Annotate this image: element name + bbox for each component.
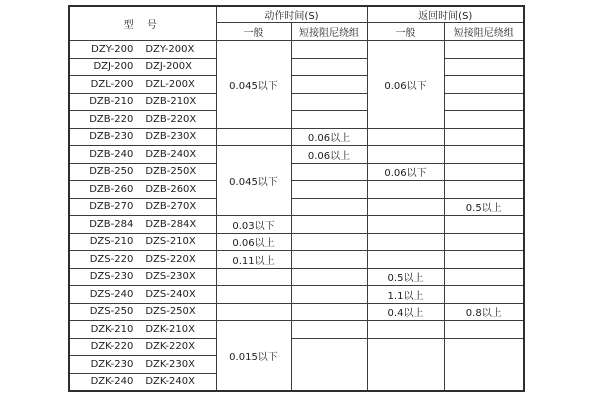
action-general-cell <box>216 128 291 146</box>
return-damping-cell <box>444 286 524 304</box>
return-general-cell: 0.06以下 <box>367 41 444 129</box>
action-general-cell: 0.045以下 <box>216 41 291 129</box>
model-label-x: DZS-220X <box>145 253 196 265</box>
model-cell <box>69 338 216 356</box>
model-cell <box>69 303 216 321</box>
action-damping-cell <box>291 58 367 76</box>
action-damping-cell <box>291 198 367 216</box>
action-damping-cell <box>291 111 367 129</box>
return-general-cell <box>367 181 444 199</box>
model-label: DZB-230 <box>89 131 134 143</box>
return-general-cell <box>367 198 444 216</box>
table-row <box>69 303 524 321</box>
action-damping-cell <box>291 268 367 286</box>
return-damping-cell <box>444 321 524 339</box>
return-damping-cell <box>444 268 524 286</box>
action-damping-cell <box>291 251 367 269</box>
model-cell <box>69 58 216 76</box>
return-general-cell <box>367 321 444 339</box>
action-damping-cell <box>291 163 367 181</box>
return-damping-cell <box>444 128 524 146</box>
table-row <box>69 321 524 339</box>
model-label-x: DZL-200X <box>145 78 195 90</box>
return-general-cell <box>367 216 444 234</box>
header-row-top <box>69 6 524 23</box>
return-damping-cell <box>444 93 524 111</box>
model-label-x: DZB-240X <box>145 148 197 160</box>
model-cell <box>69 198 216 216</box>
action-damping-cell <box>291 321 367 339</box>
action-general-cell: 0.06以上 <box>216 233 291 251</box>
model-label-x: DZB-284X <box>145 218 197 230</box>
header-action-time: 动作时间(S) <box>216 6 367 23</box>
model-label: DZK-230 <box>90 358 134 370</box>
model-label: DZK-220 <box>90 341 134 353</box>
model-label-x: DZB-210X <box>145 96 197 108</box>
action-damping-cell: 0.06以上 <box>291 146 367 164</box>
model-cell <box>69 268 216 286</box>
action-damping-cell <box>291 76 367 94</box>
table-row <box>69 41 524 59</box>
model-label-x: DZB-230X <box>145 131 197 143</box>
action-damping-cell: 0.06以上 <box>291 128 367 146</box>
header-model: 型 号 <box>69 6 216 41</box>
action-general-cell <box>216 303 291 321</box>
table-row <box>69 93 524 111</box>
model-label-x: DZS-210X <box>145 236 196 248</box>
model-cell <box>69 181 216 199</box>
table-row <box>69 128 524 146</box>
table-row <box>69 338 524 356</box>
table-row <box>69 58 524 76</box>
return-damping-cell <box>444 76 524 94</box>
model-label: DZB-220 <box>89 113 134 125</box>
return-damping-cell <box>444 216 524 234</box>
model-label: DZK-240 <box>90 376 134 387</box>
action-damping-cell <box>291 41 367 59</box>
header-action-general: 一般 <box>216 23 291 41</box>
table-row <box>69 146 524 164</box>
model-cell <box>69 251 216 269</box>
action-general-cell <box>216 268 291 286</box>
action-damping-cell <box>291 216 367 234</box>
model-cell <box>69 41 216 59</box>
return-general-cell: 0.4以上 <box>367 303 444 321</box>
action-general-cell: 0.03以下 <box>216 216 291 234</box>
model-label-x: DZK-210X <box>145 323 195 335</box>
return-damping-cell <box>444 338 524 391</box>
model-label: DZJ-200 <box>93 61 134 73</box>
return-damping-cell <box>444 163 524 181</box>
model-label-x: DZS-230X <box>145 271 196 283</box>
model-label: DZS-240 <box>89 288 134 300</box>
model-label-x: DZK-240X <box>145 376 195 387</box>
model-label: DZL-200 <box>90 78 134 90</box>
model-label: DZB-260 <box>89 183 134 195</box>
action-damping-cell <box>291 286 367 304</box>
model-cell <box>69 321 216 339</box>
return-damping-cell: 0.5以上 <box>444 198 524 216</box>
model-cell <box>69 146 216 164</box>
return-general-cell <box>367 233 444 251</box>
return-general-cell <box>367 251 444 269</box>
table-row <box>69 286 524 304</box>
model-label: DZS-220 <box>89 253 134 265</box>
return-general-cell: 0.5以上 <box>367 268 444 286</box>
action-general-cell: 0.11以上 <box>216 251 291 269</box>
return-damping-cell <box>444 58 524 76</box>
model-cell <box>69 163 216 181</box>
return-damping-cell <box>444 181 524 199</box>
model-label: DZB-210 <box>89 96 134 108</box>
model-cell <box>69 128 216 146</box>
model-label-x: DZK-220X <box>145 341 195 353</box>
model-label: DZY-200 <box>91 43 134 55</box>
action-damping-cell <box>291 338 367 391</box>
header-return-general: 一般 <box>367 23 444 41</box>
model-cell <box>69 286 216 304</box>
table-row <box>69 111 524 129</box>
action-damping-cell <box>291 303 367 321</box>
model-label-x: DZY-200X <box>145 43 195 55</box>
model-label-x: DZB-260X <box>145 183 197 195</box>
model-cell <box>69 356 216 374</box>
model-label-x: DZB-220X <box>145 113 197 125</box>
table-row <box>69 268 524 286</box>
return-general-cell <box>367 338 444 391</box>
return-damping-cell <box>444 41 524 59</box>
action-damping-cell <box>291 233 367 251</box>
model-cell <box>69 76 216 94</box>
action-damping-cell <box>291 93 367 111</box>
table-row <box>69 76 524 94</box>
model-label-x: DZS-240X <box>145 288 196 300</box>
model-label-x: DZS-250X <box>145 306 196 318</box>
model-label: DZB-250 <box>89 166 134 178</box>
model-label-x: DZK-230X <box>145 358 195 370</box>
table-row <box>69 198 524 216</box>
header-return-time: 返回时间(S) <box>367 6 524 23</box>
action-general-cell: 0.015以下 <box>216 321 291 391</box>
action-general-cell <box>216 286 291 304</box>
model-label: DZS-210 <box>89 236 134 248</box>
model-label: DZB-240 <box>89 148 134 160</box>
return-damping-cell <box>444 251 524 269</box>
model-cell <box>69 93 216 111</box>
return-damping-cell <box>444 111 524 129</box>
return-general-cell: 1.1以上 <box>367 286 444 304</box>
table-row <box>69 251 524 269</box>
table-row <box>69 163 524 181</box>
model-label-x: DZB-270X <box>145 201 197 213</box>
model-label-x: DZB-250X <box>145 166 197 178</box>
table-row <box>69 233 524 251</box>
model-label: DZK-210 <box>90 323 134 335</box>
return-damping-cell <box>444 146 524 164</box>
return-damping-cell: 0.8以上 <box>444 303 524 321</box>
model-cell <box>69 216 216 234</box>
table-row <box>69 181 524 199</box>
return-general-cell <box>367 128 444 146</box>
model-label-x: DZJ-200X <box>145 61 193 73</box>
model-cell <box>69 233 216 251</box>
table-row <box>69 216 524 234</box>
return-general-cell: 0.06以下 <box>367 163 444 181</box>
header-action-damping: 短接阻尼绕组 <box>291 23 367 41</box>
return-general-cell <box>367 146 444 164</box>
model-label: DZS-230 <box>89 271 134 283</box>
action-general-cell: 0.045以下 <box>216 146 291 216</box>
model-label: DZB-270 <box>89 201 134 213</box>
model-cell <box>69 373 216 391</box>
model-label: DZB-284 <box>89 218 134 230</box>
relay-timing-spec-table <box>68 5 525 392</box>
action-damping-cell <box>291 181 367 199</box>
model-cell <box>69 111 216 129</box>
model-label: DZS-250 <box>89 306 134 318</box>
return-damping-cell <box>444 233 524 251</box>
header-return-damping: 短接阻尼绕组 <box>444 23 524 41</box>
